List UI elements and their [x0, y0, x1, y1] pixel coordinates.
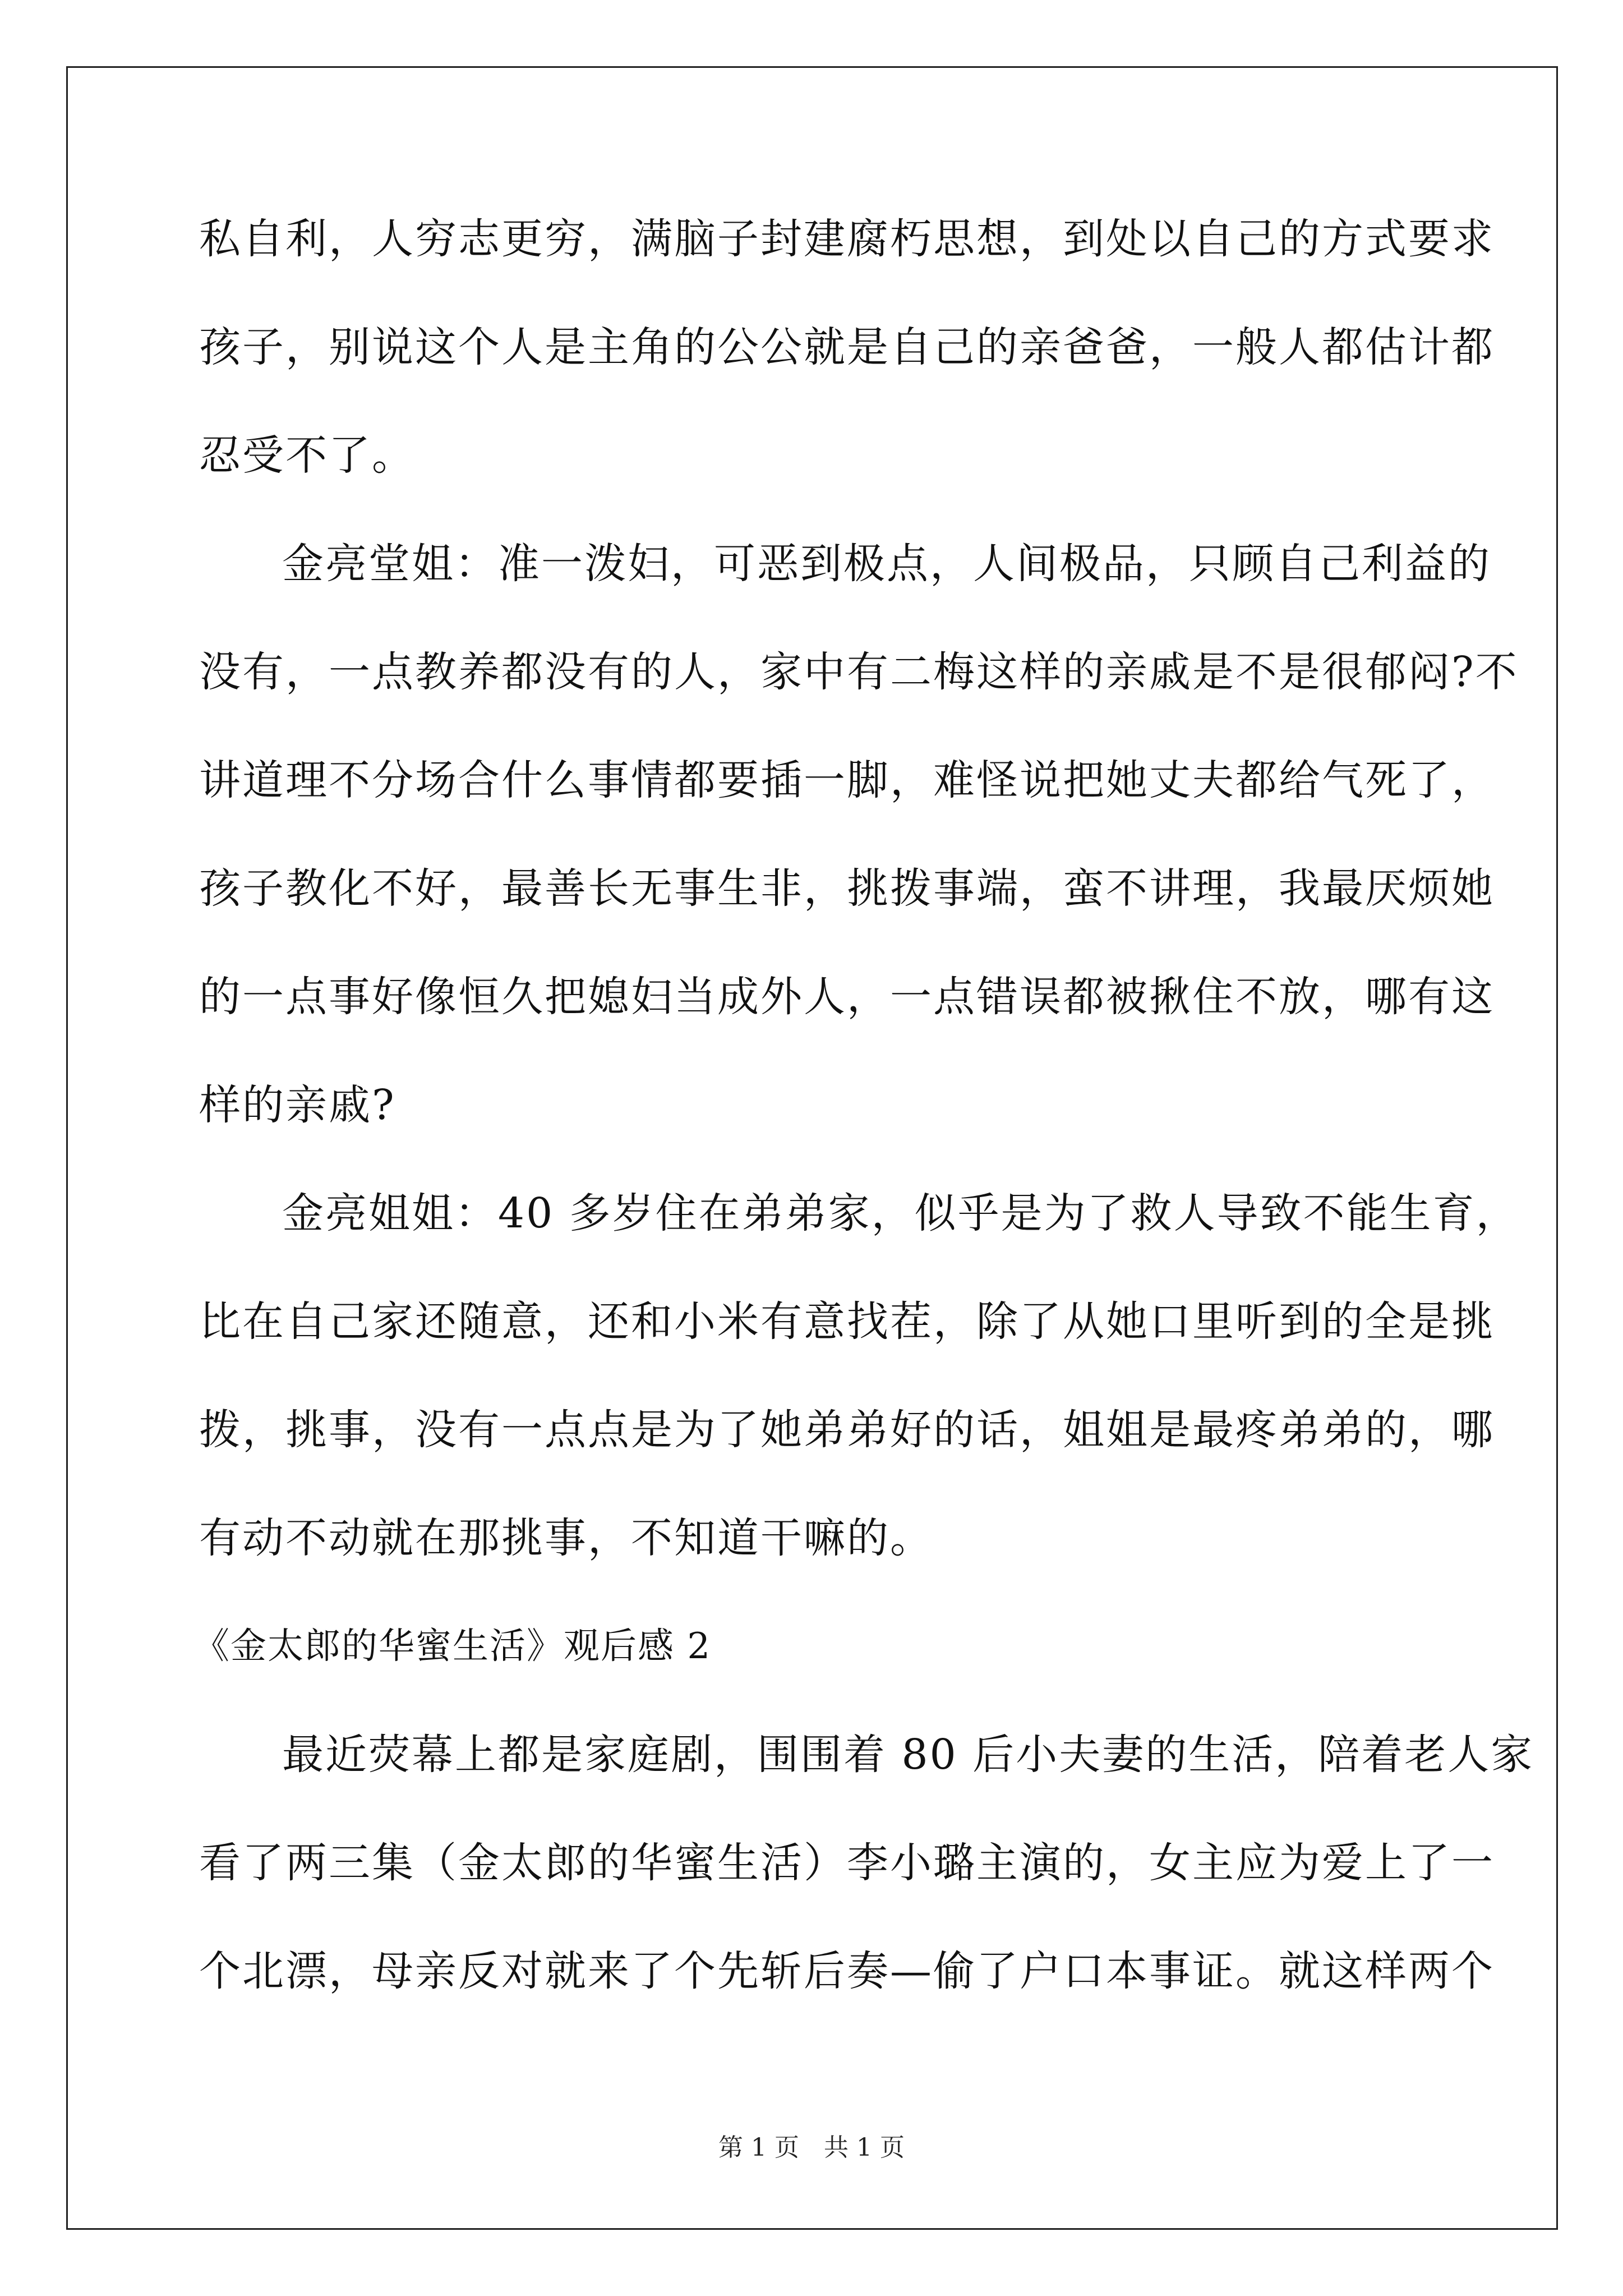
text-line: 个北漂，母亲反对就来了个先斩后奏—偷了户口本事证。就这样两个: [199, 1947, 1495, 1995]
page-footer: 第 1 页 共 1 页: [718, 2133, 905, 2162]
text-line: 孩子教化不好，最善长无事生非，挑拨事端，蛮不讲理，我最厌烦她: [199, 864, 1495, 913]
text-line: 孩子，别说这个人是主角的公公就是自己的亲爸爸，一般人都估计都: [199, 323, 1495, 371]
text-line: 私自利，人穷志更穷，满脑子封建腐朽思想，到处以自己的方式要求: [199, 215, 1495, 263]
text-line: 忍受不了。: [199, 431, 415, 480]
text-line: 没有，一点教养都没有的人，家中有二梅这样的亲戚是不是很郁闷?不: [199, 648, 1519, 696]
document-body: [193, 185, 1534, 2026]
paragraph-start: 金亮姐姐：40 多岁住在弟弟家，似乎是为了救人导致不能生育，: [282, 1189, 1519, 1237]
text-line: 的一点事好像恒久把媳妇当成外人，一点错误都被揪住不放，哪有这: [199, 973, 1495, 1021]
text-line: 看了两三集（金太郎的华蜜生活）李小璐主演的，女主应为爱上了一: [199, 1839, 1495, 1887]
paragraph-start: 金亮堂姐：准一泼妇，可恶到极点，人间极品，只顾自己利益的: [282, 540, 1491, 588]
section-heading: 《金太郎的华蜜生活》观后感 2: [193, 1626, 712, 1667]
paragraph-start: 最近荧幕上都是家庭剧，围围着 80 后小夫妻的生活，陪着老人家: [282, 1731, 1534, 1779]
text-line: 比在自己家还随意，还和小米有意找茬，除了从她口里听到的全是挑: [199, 1297, 1495, 1346]
text-line: 样的亲戚?: [199, 1081, 396, 1129]
text-line: 讲道理不分场合什么事情都要插一脚，难怪说把她丈夫都给气死了，: [199, 756, 1495, 804]
text-line: 有动不动就在那挑事，不知道干嘛的。: [199, 1514, 933, 1562]
text-line: 拨，挑事，没有一点点是为了她弟弟好的话，姐姐是最疼弟弟的，哪: [199, 1406, 1495, 1454]
